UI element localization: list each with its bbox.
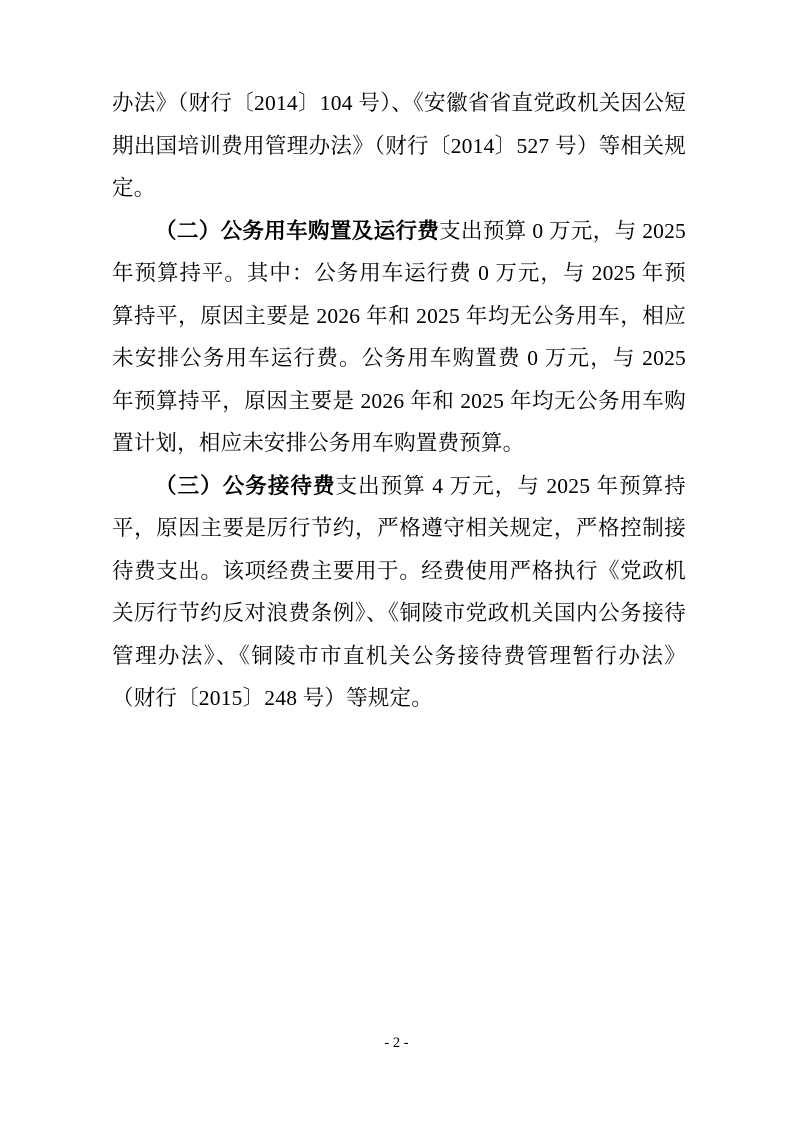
text-run: 办法》（财行〔2014〕104 号）、《安徽省省直党政机关因公短期出国培训费用管理办法》（财行〔2014〕527 号）等相关规定。 [112,91,686,200]
document-body [112,82,686,720]
page-footer [0,1033,793,1053]
paragraph [112,82,686,210]
paragraph [112,465,686,720]
text-run: 支出预算 4 万元，与 2025 年预算持平，原因主要是厉行节约，严格遵守相关规定，严格控制接待费支出。该项经费主要用于。经费使用严格执行《党政机关厉行节约反对浪费条例》、《铜陵市党政机关国内公务接待管理办法》、《铜陵市市直机关公务接待费管理暂行办法》（财行〔2015〕248 号）等规定。 [112,473,687,710]
bold-text-run: （三）公务接待费 [155,473,336,498]
text-run: 支出预算 0 万元，与 2025 年预算持平。其中：公务用车运行费 0 万元，与 2025 年预算持平，原因主要是 2026 年和 2025 年均无公务用车，相应未安排公务用车运行费。公务用车购置费 0 万元，与 2025 年预算持平，原因主要是 2026 年和 2025 年均无公务用车购置计划，相应未安排公务用车购置费预算。 [112,218,686,455]
paragraph [112,210,686,465]
page-number: - 2 - [384,1035,409,1051]
bold-text-run: （二）公务用车购置及运行费 [155,218,440,243]
